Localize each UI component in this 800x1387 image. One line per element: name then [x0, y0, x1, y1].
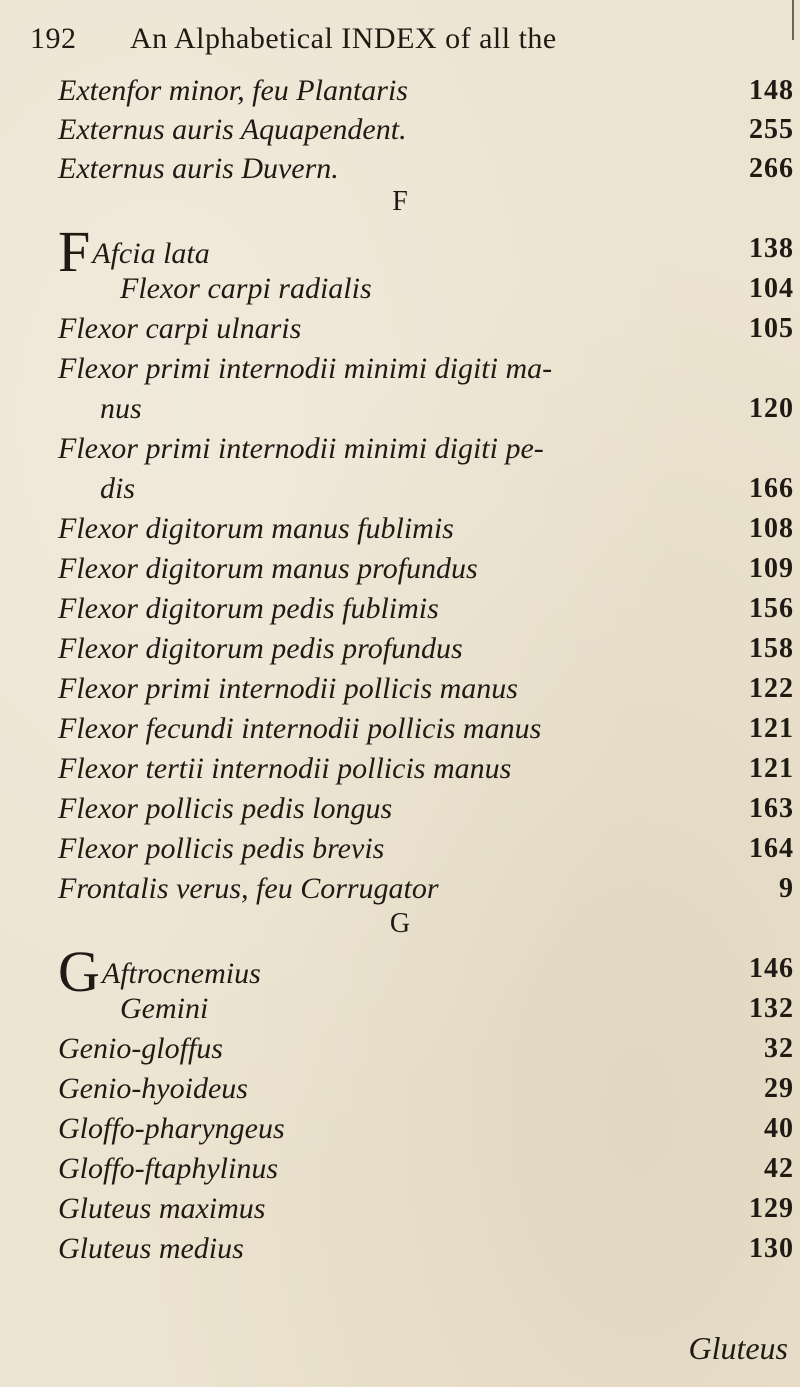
entry-page: 129: [749, 1193, 794, 1224]
entry-page: 158: [749, 633, 794, 664]
drop-capital: G: [58, 939, 100, 1004]
entry-term: Flexor digitorum pedis profundus: [58, 632, 463, 665]
entry-page: 122: [749, 673, 794, 704]
entry-term: Flexor primi internodii minimi digiti pe-: [58, 432, 544, 465]
entry-page: 130: [749, 1233, 794, 1264]
entry-term: Flexor primi internodii minimi digiti ma-: [58, 352, 553, 385]
entry-page: 40: [764, 1113, 794, 1144]
entry-term: Externus auris Duvern.: [58, 152, 339, 185]
entry-page: 146: [749, 953, 794, 984]
entry-page: 108: [749, 513, 794, 544]
entry-page: 166: [749, 473, 794, 504]
entry-term: Flexor digitorum manus profundus: [58, 552, 478, 585]
entry-page: 132: [749, 993, 794, 1024]
entry-page: 32: [764, 1033, 794, 1064]
entry-term: Flexor digitorum manus fublimis: [58, 512, 454, 545]
entry-term: Genio-hyoideus: [58, 1072, 248, 1105]
entry-term: Flexor digitorum pedis fublimis: [58, 592, 439, 625]
entry-page: 109: [749, 553, 794, 584]
entry-page: 138: [749, 233, 794, 264]
entry-term: Flexor carpi radialis: [120, 272, 372, 305]
entry-term: Flexor primi internodii pollicis manus: [58, 672, 518, 705]
entry-term: Externus auris Aquapendent.: [58, 113, 407, 146]
catchword: Gluteus: [688, 1330, 788, 1366]
entry-term: Gemini: [120, 992, 209, 1025]
entry-term: FAfcia lata: [58, 219, 210, 284]
entry-term: Flexor pollicis pedis longus: [58, 792, 393, 825]
entry-term: Flexor pollicis pedis brevis: [58, 832, 385, 865]
section-letter-f: F: [392, 186, 408, 217]
entry-term: Flexor fecundi internodii pollicis manus: [58, 712, 542, 745]
entry-term: Gluteus medius: [58, 1232, 244, 1265]
entry-page: 266: [749, 153, 794, 184]
entry-term: Gloffo-ftaphylinus: [58, 1152, 278, 1185]
entry-page: 148: [749, 75, 794, 106]
entry-page: 120: [749, 393, 794, 424]
page-number: 192: [30, 22, 77, 55]
entry-page: 164: [749, 833, 794, 864]
entry-page: 156: [749, 593, 794, 624]
entry-term: Flexor carpi ulnaris: [58, 312, 302, 345]
entry-term: dis: [100, 472, 136, 505]
entry-page: 121: [749, 753, 794, 784]
entry-term: Extenfor minor, feu Plantaris: [58, 74, 408, 107]
entry-term: Gluteus maximus: [58, 1192, 266, 1225]
entry-term: Flexor tertii internodii pollicis manus: [58, 752, 512, 785]
entry-page: 105: [749, 313, 794, 344]
entry-page: 29: [764, 1073, 794, 1104]
entry-page: 163: [749, 793, 794, 824]
section-letter-g: G: [389, 908, 411, 939]
entry-page: 121: [749, 713, 794, 744]
entry-page: 104: [749, 273, 794, 304]
drop-capital: F: [58, 219, 91, 284]
entry-term: Gloffo-pharyngeus: [58, 1112, 285, 1145]
entry-term: Frontalis verus, feu Corrugator: [58, 872, 439, 905]
running-title: An Alphabetical INDEX of all the: [130, 22, 557, 55]
entry-term: nus: [100, 392, 142, 425]
entry-page: 255: [749, 114, 794, 145]
entry-page: 42: [764, 1153, 794, 1184]
entry-page: 9: [779, 873, 794, 904]
entry-term: GAftrocnemius: [58, 939, 261, 1004]
entry-term: Genio-gloffus: [58, 1032, 223, 1065]
